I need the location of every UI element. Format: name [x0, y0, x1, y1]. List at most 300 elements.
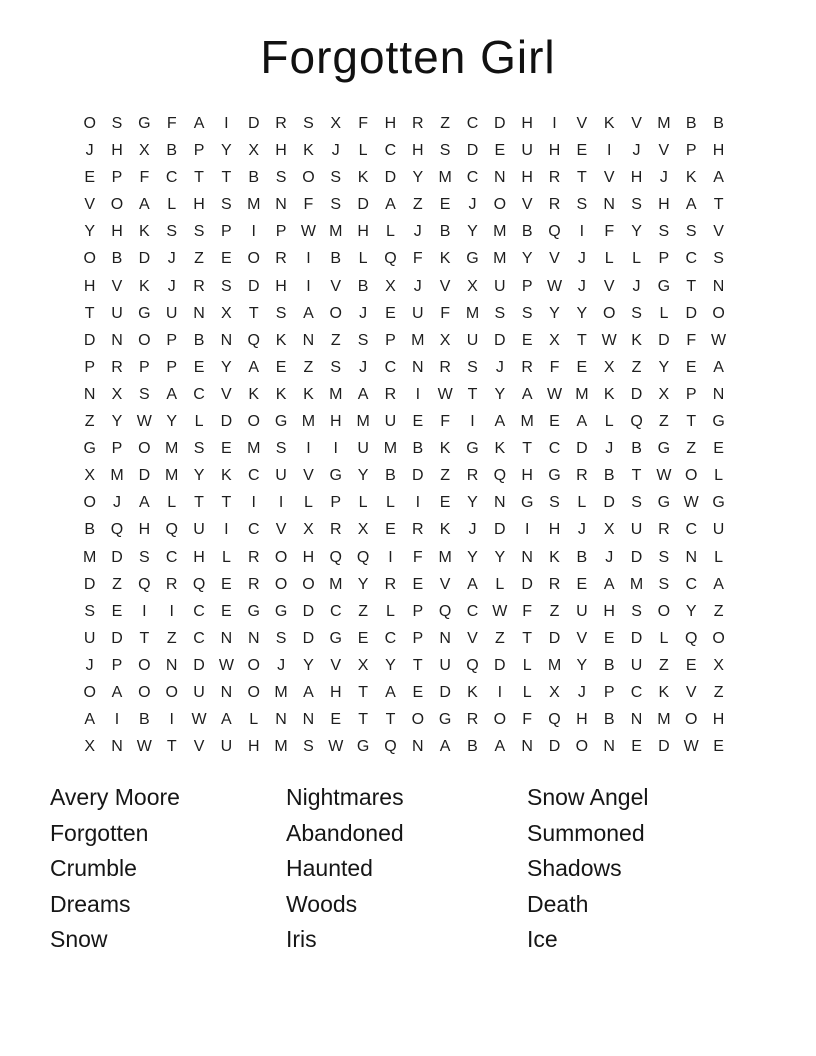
word-list-item: Snow Angel: [527, 784, 649, 810]
grid-cell: S: [303, 115, 314, 132]
grid-cell: D: [193, 656, 205, 674]
grid-cell: V: [603, 277, 615, 295]
word-list-item: Nightmares: [286, 784, 404, 810]
grid-cell: Q: [165, 521, 178, 539]
grid-cell: M: [356, 413, 370, 431]
grid-cell: E: [576, 575, 588, 593]
grid-cell: C: [685, 575, 698, 593]
grid-cell: X: [603, 521, 615, 539]
grid-cell: O: [83, 115, 96, 132]
grid-cell: K: [139, 223, 150, 241]
grid-cell: I: [552, 115, 557, 132]
grid-cell: C: [247, 467, 260, 485]
grid-cell: S: [357, 331, 369, 349]
grid-cell: K: [221, 467, 232, 485]
grid-cell: V: [84, 196, 95, 214]
grid-row: [76, 327, 732, 354]
grid-cell: W: [437, 385, 453, 403]
grid-cell: O: [602, 304, 616, 322]
grid-row: [76, 137, 732, 164]
grid-cell: X: [439, 331, 451, 349]
grid-cell: I: [524, 521, 530, 539]
grid-cell: Z: [494, 629, 505, 647]
grid-cell: B: [685, 115, 697, 132]
grid-cell: E: [221, 575, 232, 593]
grid-cell: D: [302, 629, 315, 647]
grid-cell: M: [657, 115, 671, 132]
grid-cell: H: [275, 277, 287, 295]
grid-cell: O: [493, 196, 507, 214]
grid-cell: T: [358, 683, 368, 701]
grid-cell: N: [220, 629, 233, 647]
grid-cell: S: [494, 304, 506, 322]
grid-cell: D: [83, 331, 96, 349]
grid-cell: G: [466, 440, 479, 458]
grid-cell: Z: [412, 196, 423, 214]
grid-cell: W: [683, 494, 699, 512]
grid-cell: P: [603, 683, 615, 701]
word-list-column: [50, 780, 286, 958]
grid-cell: M: [383, 440, 398, 458]
grid-cell: A: [385, 683, 396, 701]
grid-cell: I: [579, 223, 585, 241]
grid-row: [76, 408, 732, 435]
grid-cell: S: [221, 196, 232, 214]
grid-cell: D: [83, 575, 96, 593]
grid-cell: G: [548, 467, 561, 485]
grid-cell: Z: [713, 602, 724, 620]
grid-cell: D: [111, 548, 123, 566]
grid-cell: X: [303, 521, 314, 539]
word-list-column: [527, 780, 768, 958]
grid-cell: S: [111, 115, 123, 132]
grid-cell: H: [138, 521, 151, 539]
grid-cell: F: [686, 331, 697, 349]
grid-cell: Z: [713, 683, 724, 701]
grid-cell: I: [306, 250, 311, 268]
grid-cell: H: [329, 683, 342, 701]
word-list-item: Haunted: [286, 855, 373, 882]
grid-cell: X: [467, 277, 478, 295]
grid-cell: P: [166, 358, 178, 376]
grid-cell: J: [359, 358, 368, 376]
grid-cell: Z: [659, 413, 669, 431]
grid-cell: P: [412, 602, 424, 620]
grid-cell: P: [275, 223, 287, 241]
grid-cell: M: [629, 575, 644, 593]
grid-cell: C: [193, 629, 205, 647]
grid-cell: M: [247, 440, 261, 458]
grid-cell: S: [275, 169, 287, 187]
grid-cell: W: [656, 467, 672, 485]
grid-cell: S: [275, 440, 287, 458]
grid-cell: O: [138, 331, 151, 349]
grid-cell: J: [167, 277, 176, 295]
grid-cell: L: [194, 413, 204, 431]
grid-cell: A: [603, 575, 615, 593]
grid-cell: V: [576, 629, 588, 647]
grid-cell: H: [247, 738, 260, 756]
grid-cell: N: [412, 738, 424, 756]
grid-cell: Q: [438, 602, 452, 620]
grid-cell: K: [549, 548, 560, 566]
grid-cell: V: [221, 385, 232, 403]
grid-cell: S: [467, 358, 478, 376]
grid-cell: I: [278, 494, 284, 512]
grid-cell: N: [521, 548, 533, 566]
grid-cell: K: [303, 385, 314, 403]
grid-cell: D: [685, 304, 698, 322]
grid-row: [76, 733, 732, 760]
grid-cell: S: [658, 548, 670, 566]
word-list-column: [286, 780, 527, 958]
grid-cell: E: [494, 142, 506, 160]
grid-cell: C: [466, 115, 479, 132]
grid-cell: E: [330, 711, 342, 729]
grid-cell: D: [384, 169, 397, 187]
grid-cell: Q: [110, 521, 124, 539]
grid-cell: W: [711, 331, 727, 349]
grid-row: [76, 110, 732, 137]
grid-cell: D: [412, 467, 424, 485]
grid-cell: F: [412, 548, 423, 566]
grid-cell: P: [84, 358, 95, 376]
grid-cell: R: [329, 521, 342, 539]
grid-cell: D: [439, 683, 451, 701]
grid-cell: T: [358, 711, 368, 729]
grid-cell: S: [631, 602, 642, 620]
grid-cell: S: [330, 196, 342, 214]
grid-cell: H: [275, 142, 287, 160]
grid-cell: U: [384, 413, 397, 431]
grid-cell: I: [169, 602, 174, 620]
grid-cell: W: [191, 711, 207, 729]
grid-cell: D: [494, 656, 506, 674]
grid-cell: D: [603, 494, 615, 512]
grid-row: [76, 571, 732, 598]
grid-cell: B: [193, 331, 205, 349]
grid-cell: U: [111, 304, 123, 322]
grid-cell: S: [631, 494, 642, 512]
grid-cell: Z: [440, 467, 451, 485]
grid-cell: D: [302, 602, 315, 620]
grid-cell: D: [658, 738, 670, 756]
word-list-item: Death: [527, 890, 589, 917]
grid-cell: B: [111, 250, 123, 268]
grid-cell: O: [274, 575, 288, 593]
grid-cell: I: [606, 142, 612, 160]
grid-cell: J: [605, 440, 614, 458]
grid-cell: V: [439, 575, 451, 593]
grid-cell: W: [601, 331, 617, 349]
grid-cell: S: [576, 196, 588, 214]
grid-cell: T: [139, 629, 150, 647]
grid-cell: T: [522, 440, 533, 458]
grid-cell: P: [412, 629, 424, 647]
grid-cell: A: [467, 575, 478, 593]
grid-cell: Y: [631, 223, 642, 241]
grid-cell: U: [630, 521, 643, 539]
grid-cell: T: [248, 304, 259, 322]
grid-cell: K: [275, 385, 287, 403]
grid-cell: M: [274, 683, 288, 701]
grid-cell: V: [439, 277, 451, 295]
grid-cell: H: [193, 196, 205, 214]
grid-row: [76, 300, 732, 327]
grid-cell: P: [111, 440, 123, 458]
grid-cell: E: [84, 169, 95, 187]
grid-cell: O: [329, 304, 342, 322]
grid-cell: G: [247, 602, 260, 620]
grid-cell: J: [605, 548, 614, 566]
grid-cell: H: [193, 548, 205, 566]
grid-cell: T: [221, 494, 232, 512]
grid-cell: U: [521, 142, 533, 160]
grid-cell: O: [685, 711, 698, 729]
grid-cell: I: [333, 440, 338, 458]
word-list-item: Shadows: [527, 855, 622, 882]
word-list-item: Dreams: [50, 890, 131, 917]
grid-cell: F: [358, 115, 368, 132]
grid-cell: L: [386, 223, 395, 241]
grid-cell: H: [384, 115, 397, 132]
grid-cell: A: [111, 683, 123, 701]
grid-cell: P: [658, 250, 670, 268]
grid-cell: W: [546, 385, 563, 403]
grid-cell: D: [111, 629, 123, 647]
grid-cell: D: [357, 196, 369, 214]
grid-cell: A: [576, 413, 588, 431]
grid-row: [76, 489, 732, 516]
grid-cell: I: [251, 223, 256, 241]
grid-cell: G: [657, 494, 671, 512]
grid-cell: J: [167, 250, 176, 268]
grid-cell: Q: [630, 413, 643, 431]
grid-cell: D: [138, 467, 151, 485]
word-list-item: Iris: [286, 926, 317, 953]
grid-cell: S: [275, 304, 287, 322]
grid-cell: L: [714, 467, 724, 485]
grid-cell: M: [438, 169, 452, 187]
grid-row: [76, 245, 732, 272]
grid-cell: L: [221, 548, 231, 566]
grid-cell: Y: [221, 142, 232, 160]
grid-cell: R: [247, 575, 260, 593]
grid-cell: Z: [166, 629, 177, 647]
grid-cell: J: [113, 494, 122, 512]
grid-cell: H: [712, 142, 725, 160]
grid-cell: N: [439, 629, 451, 647]
grid-cell: H: [357, 223, 369, 241]
grid-cell: H: [302, 548, 315, 566]
grid-cell: Y: [357, 575, 369, 593]
grid-cell: O: [247, 250, 260, 268]
grid-cell: Y: [467, 223, 478, 241]
grid-cell: J: [577, 277, 586, 295]
grid-cell: Z: [440, 115, 451, 132]
grid-row: [76, 598, 732, 625]
grid-cell: N: [165, 656, 178, 674]
grid-cell: J: [277, 656, 286, 674]
grid-cell: J: [359, 304, 368, 322]
grid-cell: P: [166, 331, 178, 349]
grid-cell: X: [221, 304, 232, 322]
grid-cell: O: [247, 413, 260, 431]
grid-cell: O: [83, 250, 96, 268]
grid-cell: A: [494, 413, 506, 431]
grid-cell: E: [576, 142, 588, 160]
grid-cell: T: [713, 196, 724, 214]
grid-cell: L: [303, 494, 313, 512]
grid-cell: G: [138, 115, 151, 132]
grid-cell: F: [166, 115, 177, 132]
grid-cell: D: [494, 115, 506, 132]
grid-cell: H: [521, 169, 533, 187]
grid-cell: T: [385, 711, 396, 729]
grid-cell: D: [247, 277, 260, 295]
grid-cell: D: [247, 115, 260, 132]
grid-cell: W: [136, 738, 152, 756]
grid-cell: Y: [467, 548, 478, 566]
grid-cell: L: [386, 494, 395, 512]
grid-cell: Q: [247, 331, 260, 349]
grid-cell: Q: [548, 223, 561, 241]
grid-cell: L: [577, 494, 587, 512]
grid-row: [76, 625, 732, 652]
grid-cell: J: [632, 277, 641, 295]
grid-cell: B: [84, 521, 95, 539]
grid-cell: I: [142, 602, 147, 620]
grid-cell: O: [247, 683, 260, 701]
grid-cell: D: [494, 521, 506, 539]
grid-cell: N: [220, 683, 233, 701]
grid-row: [76, 218, 732, 245]
grid-cell: A: [248, 358, 260, 376]
grid-cell: D: [630, 548, 643, 566]
grid-cell: M: [83, 548, 97, 566]
grid-cell: H: [658, 196, 670, 214]
grid-cell: S: [330, 358, 342, 376]
grid-row: [76, 516, 732, 543]
grid-cell: Y: [166, 413, 178, 431]
grid-cell: G: [466, 250, 479, 268]
grid-cell: G: [329, 629, 342, 647]
grid-cell: P: [111, 169, 123, 187]
grid-cell: E: [685, 656, 697, 674]
grid-cell: O: [712, 304, 725, 322]
grid-cell: C: [193, 602, 205, 620]
grid-cell: R: [548, 575, 561, 593]
grid-cell: Z: [84, 413, 95, 431]
grid-cell: G: [274, 413, 288, 431]
grid-cell: I: [306, 440, 311, 458]
grid-cell: K: [439, 440, 451, 458]
grid-cell: Y: [412, 169, 424, 187]
grid-cell: M: [657, 711, 671, 729]
grid-cell: K: [603, 115, 615, 132]
grid-cell: D: [630, 385, 643, 403]
grid-cell: G: [329, 467, 342, 485]
grid-cell: S: [84, 602, 95, 620]
grid-cell: V: [658, 142, 670, 160]
grid-cell: R: [439, 358, 451, 376]
grid-cell: S: [193, 223, 205, 241]
grid-cell: Q: [384, 250, 397, 268]
grid-cell: S: [139, 385, 150, 403]
grid-cell: O: [83, 494, 96, 512]
grid-cell: B: [603, 467, 615, 485]
grid-cell: L: [386, 602, 395, 620]
grid-cell: S: [631, 196, 642, 214]
grid-cell: F: [303, 196, 314, 214]
grid-cell: X: [658, 385, 670, 403]
grid-cell: X: [357, 521, 369, 539]
grid-cell: H: [548, 142, 561, 160]
word-list: [50, 780, 768, 958]
grid-cell: L: [358, 494, 368, 512]
grid-cell: E: [357, 629, 369, 647]
word-list-item: Woods: [286, 890, 358, 917]
grid-cell: P: [385, 331, 396, 349]
grid-cell: N: [494, 494, 506, 512]
grid-cell: U: [630, 656, 643, 674]
grid-cell: K: [357, 169, 369, 187]
grid-cell: P: [111, 656, 123, 674]
grid-cell: Z: [659, 656, 669, 674]
grid-cell: S: [221, 277, 232, 295]
grid-cell: G: [438, 711, 452, 729]
grid-cell: G: [657, 277, 671, 295]
grid-cell: A: [139, 196, 150, 214]
grid-cell: N: [494, 169, 506, 187]
grid-cell: D: [138, 250, 151, 268]
grid-cell: N: [302, 331, 315, 349]
grid-cell: F: [522, 711, 533, 729]
grid-cell: E: [713, 738, 724, 756]
grid-row: [76, 462, 732, 489]
grid-cell: R: [548, 169, 561, 187]
grid-cell: G: [356, 738, 370, 756]
grid-cell: A: [713, 575, 724, 593]
grid-row: [76, 164, 732, 191]
grid-cell: E: [439, 196, 451, 214]
grid-cell: Z: [686, 440, 697, 458]
grid-cell: O: [411, 711, 425, 729]
grid-cell: A: [166, 385, 178, 403]
grid-cell: G: [138, 304, 151, 322]
grid-cell: R: [548, 196, 561, 214]
grid-cell: H: [111, 223, 123, 241]
grid-row: [76, 381, 732, 408]
grid-row: [76, 706, 732, 733]
grid-cell: O: [247, 656, 260, 674]
grid-cell: E: [385, 304, 396, 322]
grid-cell: W: [218, 656, 234, 674]
grid-cell: L: [358, 142, 368, 160]
grid-cell: E: [439, 494, 451, 512]
grid-cell: T: [412, 656, 423, 674]
grid-cell: C: [165, 169, 178, 187]
grid-cell: E: [521, 331, 533, 349]
grid-row: [76, 544, 732, 571]
grid-cell: K: [631, 331, 642, 349]
grid-cell: U: [357, 440, 369, 458]
grid-cell: L: [522, 656, 532, 674]
grid-cell: L: [522, 683, 532, 701]
grid-cell: R: [193, 277, 205, 295]
grid-cell: J: [495, 358, 504, 376]
grid-cell: R: [521, 358, 533, 376]
